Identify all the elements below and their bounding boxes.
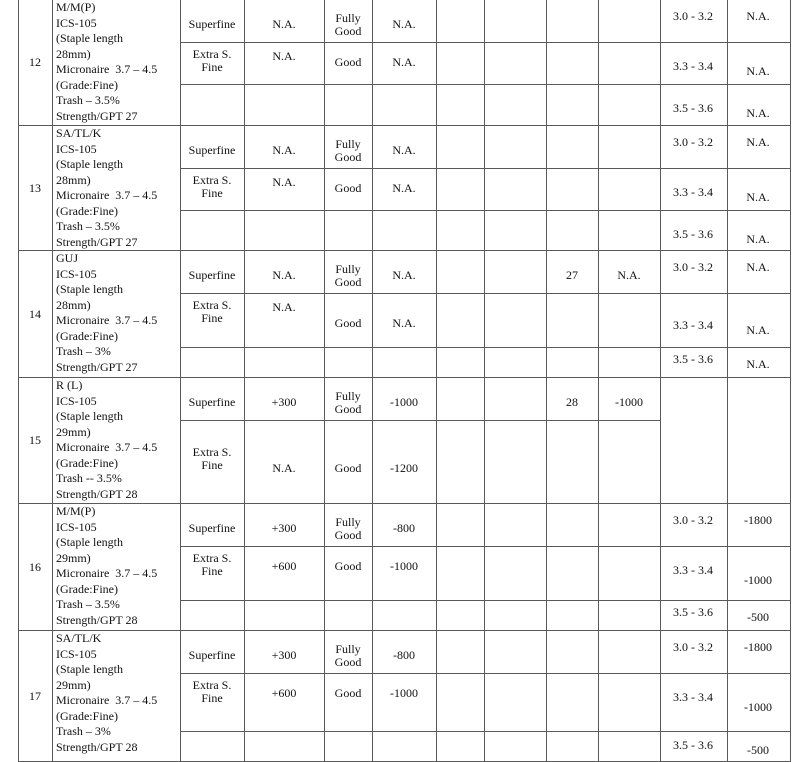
micronaire-range: 3.3 - 3.4 [673, 690, 713, 704]
micronaire-range: 3.0 - 3.2 [673, 640, 713, 654]
row-number: 15 [29, 433, 41, 447]
micronaire-value: N.A. [746, 260, 770, 274]
good-value: -1000 [390, 559, 418, 573]
fully-good-label: Fully [335, 642, 361, 656]
extra-s-fine-label: Extra S. [192, 298, 232, 312]
micronaire-range: 3.0 - 3.2 [673, 260, 713, 274]
variety-description-line: (Grade:Fine) [56, 581, 118, 596]
micronaire-value: N.A. [746, 323, 770, 337]
grid-hline [660, 673, 790, 674]
superfine-label: Superfine [188, 521, 236, 535]
micronaire-range: 3.3 - 3.4 [673, 185, 713, 199]
grid-hline [18, 630, 790, 631]
variety-description-line: Strength/GPT 28 [56, 486, 138, 501]
fully-good-value: N.A. [392, 143, 416, 157]
micronaire-range: 3.3 - 3.4 [673, 59, 713, 73]
micronaire-value: -1000 [744, 700, 772, 714]
variety-description-line: 28mm) [56, 46, 91, 61]
variety-description-line: Strength/GPT 27 [56, 359, 138, 374]
variety-description-line: 28mm) [56, 172, 91, 187]
variety-description-line: Micronaire 3.7 – 4.5 [56, 566, 158, 580]
fully-good-label: Good [334, 402, 362, 416]
extra-s-fine-label: Extra S. [192, 551, 232, 565]
variety-description-line: M/M(P) [56, 0, 96, 14]
variety-description-line: R (L) [56, 378, 83, 392]
grid-hline [660, 546, 790, 547]
fully-good-label: Good [334, 528, 362, 542]
grid-vline [484, 0, 485, 762]
grid-vline [598, 0, 599, 762]
grid-hline [180, 673, 660, 674]
superfine-label: Superfine [188, 143, 236, 157]
grid-vline [52, 0, 53, 762]
variety-description-line: 29mm) [56, 550, 91, 565]
superfine-value: N.A. [272, 17, 296, 31]
grid-hline [18, 503, 790, 504]
micronaire-range: 3.5 - 3.6 [673, 352, 713, 366]
row-number: 12 [29, 55, 41, 69]
variety-description-line: ICS-105 [56, 15, 97, 30]
grid-hline [180, 293, 660, 294]
extra-s-fine-label: Extra S. [192, 445, 232, 459]
grid-vline [660, 0, 661, 762]
variety-description-line: Trash – 3.5% [56, 93, 120, 107]
micronaire-value: N.A. [746, 232, 770, 246]
variety-description-line: (Staple length [56, 662, 123, 676]
variety-description-line: (Grade:Fine) [56, 328, 118, 343]
fully-good-label: Good [334, 150, 362, 164]
grid-vline [180, 0, 181, 762]
grid-vline [324, 0, 325, 762]
variety-description-line: Trash – 3% [56, 344, 111, 358]
variety-description-line: M/M(P) [56, 504, 96, 518]
grid-hline [660, 347, 790, 348]
variety-description-line: (Staple length [56, 409, 123, 423]
grid-hline [660, 84, 790, 85]
extra-s-fine-value: +600 [271, 559, 297, 573]
superfine-label: Superfine [188, 648, 236, 662]
superfine-label: Superfine [188, 395, 236, 409]
extra-s-fine-label: Fine [201, 691, 223, 705]
good-label: Good [334, 181, 362, 195]
superfine-label: Superfine [188, 17, 236, 31]
superfine-value: +300 [271, 395, 297, 409]
fully-good-label: Good [334, 275, 362, 289]
fully-good-value: -800 [393, 648, 415, 662]
extra-s-fine-value: N.A. [272, 300, 296, 314]
grid-vline [372, 0, 373, 762]
grid-hline [660, 168, 790, 169]
variety-description-line: (Staple length [56, 31, 123, 45]
extra-s-fine-label: Fine [201, 458, 223, 472]
grid-hline [180, 420, 660, 421]
variety-description-line: Micronaire 3.7 – 4.5 [56, 693, 158, 707]
superfine-value: N.A. [272, 268, 296, 282]
good-label: Good [334, 461, 362, 475]
variety-description-line: (Grade:Fine) [56, 77, 118, 92]
variety-description-line: ICS-105 [56, 646, 97, 661]
fully-good-label: Fully [335, 515, 361, 529]
good-value: -1200 [390, 461, 418, 475]
row-number: 16 [29, 559, 41, 574]
micronaire-range: 3.5 - 3.6 [673, 101, 713, 115]
fully-good-value: N.A. [392, 17, 416, 31]
micronaire-value: N.A. [746, 190, 770, 204]
variety-description-line: ICS-105 [56, 519, 97, 534]
micronaire-range: 3.3 - 3.4 [673, 563, 713, 577]
variety-description-line: Micronaire 3.7 – 4.5 [56, 313, 158, 327]
micronaire-range: 3.0 - 3.2 [673, 513, 713, 527]
grid-hline [180, 600, 660, 601]
fully-good-label: Fully [335, 389, 361, 403]
variety-description-line: (Staple length [56, 535, 123, 549]
micronaire-range: 3.5 - 3.6 [673, 605, 713, 619]
variety-description-line: Strength/GPT 28 [56, 612, 138, 627]
grid-vline [244, 0, 245, 762]
variety-description-line: Trash – 3.5% [56, 597, 120, 611]
micronaire-value: -500 [747, 610, 769, 624]
good-label: Good [334, 559, 362, 573]
good-value: N.A. [392, 181, 416, 195]
variety-description-line: ICS-105 [56, 141, 97, 156]
superfine-value: +300 [271, 648, 297, 662]
variety-description-line: Micronaire 3.7 – 4.5 [56, 440, 158, 454]
variety-description-line: Strength/GPT 28 [56, 739, 138, 754]
variety-description-line: (Staple length [56, 282, 123, 296]
extra-s-fine-label: Fine [201, 564, 223, 578]
extra-s-fine-value: N.A. [272, 175, 296, 189]
extra-s-fine-value: +600 [271, 686, 297, 700]
grid-hline [18, 250, 790, 251]
staple-value: 27 [566, 268, 578, 282]
variety-description-line: (Grade:Fine) [56, 455, 118, 470]
micronaire-value: N.A. [746, 357, 770, 371]
variety-description-line: Trash – 3.5% [56, 219, 120, 233]
staple-value: 28 [566, 395, 578, 409]
grid-hline [660, 210, 790, 211]
row-number: 14 [29, 306, 41, 321]
grid-hline [180, 210, 660, 211]
grid-hline [660, 731, 790, 732]
extra-s-fine-label: Extra S. [192, 678, 232, 692]
micronaire-value: -1800 [744, 640, 772, 654]
superfine-label: Superfine [188, 268, 236, 282]
extra-s-fine-label: Fine [201, 60, 223, 74]
grid-vline [546, 0, 547, 762]
grid-hline [180, 546, 660, 547]
variety-description-line: GUJ [56, 251, 79, 265]
good-value: -1000 [390, 686, 418, 700]
micronaire-value: -1800 [744, 513, 772, 527]
grid-vline [18, 0, 19, 762]
grid-hline [660, 600, 790, 601]
variety-description-line: SA/TL/K [56, 126, 102, 140]
fully-good-label: Good [334, 655, 362, 669]
variety-description-line: Trash -- 3.5% [56, 471, 122, 485]
staple-price: -1000 [615, 395, 643, 409]
superfine-value: +300 [271, 521, 297, 535]
variety-description-line: 29mm) [56, 424, 91, 439]
micronaire-range: 3.5 - 3.6 [673, 227, 713, 241]
extra-s-fine-label: Fine [201, 186, 223, 200]
grid-vline [727, 0, 728, 762]
variety-description-line: ICS-105 [56, 393, 97, 408]
grid-vline [790, 0, 791, 762]
good-value: N.A. [392, 316, 416, 330]
fully-good-value: -800 [393, 521, 415, 535]
grid-hline [660, 293, 790, 294]
staple-price: N.A. [617, 268, 641, 282]
micronaire-value: N.A. [746, 9, 770, 23]
micronaire-value: -1000 [744, 573, 772, 587]
grid-hline [18, 125, 790, 126]
variety-description-line: 29mm) [56, 677, 91, 692]
fully-good-label: Fully [335, 137, 361, 151]
row-number: 13 [29, 180, 41, 195]
variety-description-line: 28mm) [56, 297, 91, 312]
good-label: Good [334, 55, 362, 69]
grid-hline [180, 731, 660, 732]
grid-hline [180, 42, 660, 43]
extra-s-fine-value: N.A. [272, 461, 296, 475]
fully-good-label: Good [334, 24, 362, 38]
variety-description-line: Micronaire 3.7 – 4.5 [56, 188, 158, 202]
good-label: Good [334, 316, 362, 330]
variety-description-line: ICS-105 [56, 266, 97, 281]
variety-description-line: Micronaire 3.7 – 4.5 [56, 62, 158, 76]
micronaire-value: N.A. [746, 135, 770, 149]
row-number: 17 [29, 688, 41, 703]
fully-good-value: -1000 [390, 395, 418, 409]
variety-description-line: (Staple length [56, 157, 123, 171]
variety-description-line: Trash – 3% [56, 724, 111, 738]
superfine-value: N.A. [272, 143, 296, 157]
good-value: N.A. [392, 55, 416, 69]
good-label: Good [334, 686, 362, 700]
variety-description-line: (Grade:Fine) [56, 203, 118, 218]
variety-description-line: SA/TL/K [56, 631, 102, 645]
extra-s-fine-label: Extra S. [192, 47, 232, 61]
grid-hline [180, 168, 660, 169]
micronaire-range: 3.5 - 3.6 [673, 738, 713, 752]
extra-s-fine-label: Extra S. [192, 173, 232, 187]
variety-description-line: Strength/GPT 27 [56, 108, 138, 123]
grid-hline [180, 84, 660, 85]
micronaire-value: -500 [747, 743, 769, 757]
micronaire-range: 3.0 - 3.2 [673, 135, 713, 149]
grid-vline [436, 0, 437, 762]
micronaire-value: N.A. [746, 106, 770, 120]
grid-hline [180, 347, 660, 348]
grid-hline [18, 377, 790, 378]
fully-good-value: N.A. [392, 268, 416, 282]
micronaire-range: 3.0 - 3.2 [673, 9, 713, 23]
extra-s-fine-value: N.A. [272, 49, 296, 63]
fully-good-label: Fully [335, 11, 361, 25]
fully-good-label: Fully [335, 262, 361, 276]
micronaire-range: 3.3 - 3.4 [673, 318, 713, 332]
micronaire-value: N.A. [746, 64, 770, 78]
variety-description-line: (Grade:Fine) [56, 708, 118, 723]
variety-description-line: Strength/GPT 27 [56, 234, 138, 249]
extra-s-fine-label: Fine [201, 311, 223, 325]
grid-hline [660, 42, 790, 43]
